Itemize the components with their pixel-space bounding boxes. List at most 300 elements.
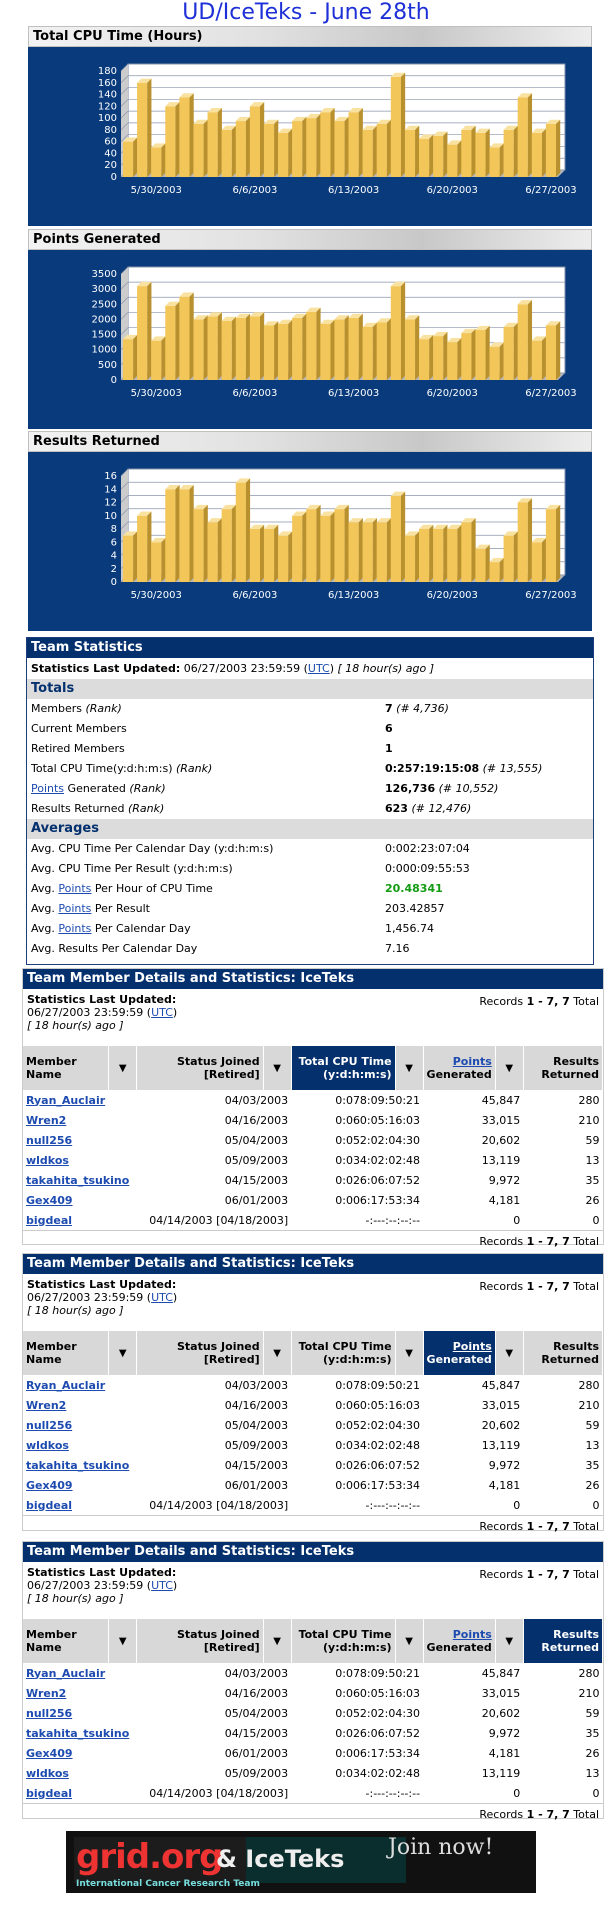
- member-joined: 05/09/2003: [224, 1766, 289, 1780]
- points-link[interactable]: Points: [58, 902, 92, 915]
- averages-label: Avg. Points Per Result: [31, 902, 150, 915]
- bar: [518, 498, 532, 582]
- col-status-joined[interactable]: Status Joined [Retired]: [137, 1619, 263, 1663]
- page-title: UD/IceTeks - June 28th: [182, 0, 430, 25]
- member-name-cell[interactable]: [23, 1663, 137, 1683]
- member-points: 13,119: [481, 1766, 521, 1780]
- bar: [137, 512, 151, 582]
- member-name-link[interactable]: Ryan_Auclair: [26, 1666, 106, 1680]
- member-results: 59: [585, 1706, 600, 1720]
- member-table-header: [23, 1619, 603, 1663]
- member-cpu-time: 0:026:06:07:52: [335, 1726, 421, 1740]
- x-tick-label: 6/20/2003: [426, 185, 478, 196]
- table-row: [23, 1395, 603, 1415]
- member-name-cell[interactable]: [23, 1150, 137, 1170]
- member-results: 35: [585, 1458, 600, 1472]
- y-tick-label: 140: [97, 89, 117, 101]
- member-joined: 04/03/2003: [224, 1093, 289, 1107]
- member-results: 0: [592, 1786, 600, 1800]
- table-row: [23, 1130, 603, 1150]
- averages-row: [27, 839, 593, 859]
- bar: [433, 132, 447, 177]
- col-member-name[interactable]: Member Name: [23, 1331, 109, 1375]
- points-link[interactable]: Points: [31, 782, 65, 795]
- averages-row: [27, 939, 593, 959]
- table-row: [23, 1110, 603, 1130]
- bar: [264, 120, 278, 177]
- col-total-cpu[interactable]: Total CPU Time (y:d:h:m:s): [291, 1331, 395, 1375]
- col-points-generated[interactable]: Points Generated: [423, 1331, 495, 1375]
- member-cpu-time: 0:026:06:07:52: [335, 1173, 421, 1187]
- member-joined: 04/03/2003: [224, 1378, 289, 1392]
- bar: [165, 102, 179, 177]
- totals-list: [27, 699, 593, 819]
- totals-value: 6: [385, 722, 393, 735]
- sort-arrow-icon[interactable]: ▼: [495, 1619, 523, 1663]
- member-joined: 06/01/2003: [224, 1478, 289, 1492]
- member-name-link[interactable]: Ryan_Auclair: [26, 1378, 106, 1392]
- member-name-cell[interactable]: [23, 1763, 137, 1783]
- member-name-cell[interactable]: [23, 1495, 137, 1515]
- col-total-cpu[interactable]: Total CPU Time (y:d:h:m:s): [291, 1619, 395, 1663]
- points-link[interactable]: Points: [58, 882, 92, 895]
- records-range: 1 - 7, 7: [526, 1568, 570, 1581]
- x-tick-label: 6/27/2003: [525, 590, 577, 601]
- sort-arrow-icon[interactable]: ▼: [395, 1331, 423, 1375]
- bar: [306, 308, 320, 380]
- sort-arrow-icon[interactable]: ▼: [395, 1619, 423, 1663]
- y-tick-label: 4: [110, 550, 117, 562]
- bar: [165, 302, 179, 380]
- member-cpu-time: -:---:--:--:--: [365, 1498, 421, 1512]
- member-points: 33,015: [481, 1398, 521, 1412]
- averages-row: [27, 899, 593, 919]
- bar: [208, 108, 222, 177]
- bar: [236, 478, 250, 582]
- points-link[interactable]: Points: [452, 1340, 492, 1353]
- bar: [151, 143, 165, 177]
- averages-row: [27, 919, 593, 939]
- member-cpu-time: 0:034:02:02:48: [335, 1766, 421, 1780]
- bar: [461, 518, 475, 582]
- bar: [419, 525, 433, 582]
- member-points: 33,015: [481, 1686, 521, 1700]
- bar: [475, 129, 489, 177]
- cpu-time-chart: [28, 26, 592, 226]
- bar: [193, 315, 207, 380]
- bar: [349, 518, 363, 582]
- last-updated-value: 06/27/2003 23:59:59 (UTC): [27, 1579, 178, 1592]
- member-cpu-time: 0:034:02:02:48: [335, 1438, 421, 1452]
- member-name-link[interactable]: takahita_tsukino: [26, 1458, 130, 1472]
- member-name-link[interactable]: Wren2: [26, 1398, 67, 1412]
- member-name-cell[interactable]: [23, 1110, 137, 1130]
- bar: [546, 120, 560, 177]
- totals-value: 7 (# 4,736): [385, 702, 449, 715]
- bar: [433, 332, 447, 380]
- member-cpu-time: 0:078:09:50:21: [335, 1093, 421, 1107]
- bar: [306, 114, 320, 177]
- member-results: 280: [578, 1093, 600, 1107]
- y-tick-label: 2000: [91, 314, 117, 326]
- member-name-link[interactable]: wldkos: [26, 1766, 69, 1780]
- bar: [518, 300, 532, 380]
- totals-row: [27, 719, 593, 739]
- member-panel-ago: [ 18 hour(s) ago ]: [27, 1592, 124, 1605]
- col-results-returned[interactable]: Results Returned: [523, 1619, 602, 1663]
- member-name-link[interactable]: bigdeal: [26, 1498, 73, 1512]
- points-link[interactable]: Points: [452, 1055, 492, 1068]
- bar: [278, 320, 292, 380]
- banner-join-now[interactable]: Join now!: [388, 1835, 494, 1860]
- member-joined: 04/14/2003 [04/18/2003]: [149, 1213, 289, 1227]
- averages-label: Avg. CPU Time Per Calendar Day (y:d:h:m:s): [31, 842, 274, 855]
- y-tick-label: 10: [104, 510, 117, 522]
- bar: [193, 505, 207, 582]
- table-row: [23, 1190, 603, 1210]
- bar: [419, 135, 433, 177]
- averages-row: [27, 859, 593, 879]
- totals-label: Retired Members: [31, 742, 125, 755]
- col-points-generated[interactable]: Points Generated: [423, 1619, 495, 1663]
- averages-value: 0:002:23:07:04: [385, 842, 470, 855]
- bar: [532, 336, 546, 380]
- member-name-link[interactable]: Wren2: [26, 1686, 67, 1700]
- last-updated-value: 06/27/2003 23:59:59: [183, 662, 301, 675]
- y-tick-label: 8: [110, 524, 117, 535]
- bar: [334, 117, 348, 177]
- col-member-name[interactable]: Member Name: [23, 1619, 109, 1663]
- bar: [447, 140, 461, 177]
- member-joined: 04/16/2003: [224, 1113, 289, 1127]
- averages-label: Avg. CPU Time Per Result (y:d:h:m:s): [31, 862, 233, 875]
- join-banner[interactable]: [66, 1831, 536, 1893]
- y-tick-label: 14: [104, 484, 117, 496]
- sort-arrow-icon[interactable]: ▼: [109, 1331, 137, 1375]
- member-name-cell[interactable]: [23, 1210, 137, 1230]
- member-points: 20,602: [481, 1133, 521, 1147]
- bar: [222, 505, 236, 582]
- utc-link[interactable]: UTC: [151, 1006, 173, 1019]
- member-joined: 04/15/2003: [224, 1173, 289, 1187]
- y-tick-label: 100: [97, 113, 117, 125]
- bar: [546, 321, 560, 380]
- records-range: 1 - 7, 7: [526, 1520, 570, 1533]
- y-tick-label: 180: [97, 66, 117, 77]
- y-tick-label: 2: [110, 563, 117, 575]
- bar: [278, 531, 292, 582]
- y-tick-label: 0: [110, 172, 117, 183]
- member-results: 210: [578, 1686, 600, 1700]
- averages-header: Averages: [27, 819, 593, 839]
- member-cpu-time: 0:060:05:16:03: [335, 1398, 421, 1412]
- member-results: 35: [585, 1726, 600, 1740]
- bar: [250, 102, 264, 177]
- averages-value: 203.42857: [385, 902, 445, 915]
- bar: [363, 323, 377, 380]
- y-tick-label: 16: [104, 471, 117, 482]
- member-points: 13,119: [481, 1153, 521, 1167]
- member-table-header: [23, 1046, 603, 1090]
- bar: [489, 143, 503, 177]
- member-details-panel-3: [22, 1541, 604, 1819]
- col-status-joined[interactable]: Status Joined [Retired]: [137, 1331, 263, 1375]
- member-results: 26: [585, 1746, 600, 1760]
- sort-arrow-icon[interactable]: ▼: [109, 1619, 137, 1663]
- member-points: 45,847: [481, 1378, 521, 1392]
- member-joined: 04/15/2003: [224, 1726, 289, 1740]
- member-points: 0: [513, 1786, 521, 1800]
- member-cpu-time: 0:052:02:04:30: [335, 1133, 421, 1147]
- bar: [179, 293, 193, 380]
- table-row: [23, 1090, 603, 1110]
- member-results: 26: [585, 1193, 600, 1207]
- member-panel-header: Team Member Details and Statistics: IceTeks: [23, 1542, 603, 1562]
- member-points: 20,602: [481, 1418, 521, 1432]
- member-name-link[interactable]: null256: [26, 1706, 73, 1720]
- results-chart-title: Results Returned: [28, 431, 592, 452]
- member-results: 0: [592, 1213, 600, 1227]
- sort-arrow-icon[interactable]: ▼: [395, 1046, 423, 1090]
- bar: [489, 342, 503, 380]
- y-tick-label: 0: [110, 375, 117, 386]
- utc-link[interactable]: UTC: [151, 1291, 173, 1304]
- member-joined: 04/14/2003 [04/18/2003]: [149, 1786, 289, 1800]
- member-points: 20,602: [481, 1706, 521, 1720]
- member-points: 0: [513, 1213, 521, 1227]
- bar: [405, 126, 419, 177]
- table-row: [23, 1435, 603, 1455]
- y-tick-label: 2500: [91, 299, 117, 311]
- member-points: 4,181: [488, 1478, 521, 1492]
- member-name-link[interactable]: null256: [26, 1418, 73, 1432]
- x-tick-label: 6/27/2003: [525, 185, 577, 196]
- member-name-link[interactable]: Wren2: [26, 1113, 67, 1127]
- records-footer: Records 1 - 7, 7 Total: [23, 1515, 603, 1537]
- member-name-link[interactable]: null256: [26, 1133, 73, 1147]
- table-row: [23, 1783, 603, 1803]
- member-results: 0: [592, 1498, 600, 1512]
- table-row: [23, 1415, 603, 1435]
- member-name-cell[interactable]: [23, 1683, 137, 1703]
- member-name-cell[interactable]: [23, 1475, 137, 1495]
- points-link[interactable]: Points: [452, 1628, 492, 1641]
- bar: [179, 93, 193, 177]
- member-name-link[interactable]: Ryan_Auclair: [26, 1093, 106, 1107]
- bar: [278, 129, 292, 177]
- member-name-link[interactable]: wldkos: [26, 1438, 69, 1452]
- totals-row: [27, 779, 593, 799]
- member-joined: 05/04/2003: [224, 1133, 289, 1147]
- member-name-link[interactable]: wldkos: [26, 1153, 69, 1167]
- member-cpu-time: 0:060:05:16:03: [335, 1113, 421, 1127]
- member-name-cell[interactable]: [23, 1375, 137, 1395]
- member-name-link[interactable]: bigdeal: [26, 1786, 73, 1800]
- averages-label: Avg. Points Per Hour of CPU Time: [31, 882, 213, 895]
- y-tick-label: 40: [104, 148, 117, 160]
- bar: [123, 137, 137, 177]
- y-tick-label: 0: [110, 577, 117, 588]
- totals-row: [27, 799, 593, 819]
- bar: [504, 126, 518, 177]
- last-updated-label: Statistics Last Updated:: [31, 662, 181, 675]
- member-name-link[interactable]: takahita_tsukino: [26, 1726, 130, 1740]
- col-results-returned[interactable]: Results Returned: [523, 1331, 602, 1375]
- table-row: [23, 1150, 603, 1170]
- member-joined: 05/04/2003: [224, 1418, 289, 1432]
- member-joined: 06/01/2003: [224, 1193, 289, 1207]
- last-updated-label-text: Statistics Last Updated:: [27, 1566, 177, 1579]
- bar: [292, 117, 306, 177]
- member-table-header: [23, 1331, 603, 1375]
- member-name-cell[interactable]: [23, 1395, 137, 1415]
- member-points: 4,181: [488, 1746, 521, 1760]
- points-chart-svg: [28, 250, 592, 429]
- member-points: 0: [513, 1498, 521, 1512]
- totals-row: [27, 759, 593, 779]
- sort-arrow-icon[interactable]: ▼: [495, 1046, 523, 1090]
- member-name-cell[interactable]: [23, 1415, 137, 1435]
- sort-arrow-icon[interactable]: ▼: [263, 1046, 291, 1090]
- member-name-link[interactable]: bigdeal: [26, 1213, 73, 1227]
- member-joined: 06/01/2003: [224, 1746, 289, 1760]
- col-total-cpu[interactable]: Total CPU Time (y:d:h:m:s): [291, 1046, 395, 1090]
- member-name-cell[interactable]: [23, 1190, 137, 1210]
- bar: [123, 531, 137, 582]
- member-name-cell[interactable]: [23, 1743, 137, 1763]
- x-tick-label: 6/6/2003: [232, 388, 278, 399]
- member-panel-ago: [ 18 hour(s) ago ]: [27, 1304, 124, 1317]
- member-panel-ago: [ 18 hour(s) ago ]: [27, 1019, 124, 1032]
- member-results: 210: [578, 1113, 600, 1127]
- totals-value: 0:257:19:15:08 (# 13,555): [385, 762, 543, 775]
- averages-label: Avg. Results Per Calendar Day: [31, 942, 198, 955]
- bar: [433, 525, 447, 582]
- x-tick-label: 5/30/2003: [130, 388, 182, 399]
- bar: [489, 558, 503, 582]
- points-chart: [28, 229, 592, 429]
- sort-arrow-icon[interactable]: ▼: [109, 1046, 137, 1090]
- averages-list: [27, 839, 593, 959]
- x-tick-label: 6/6/2003: [232, 590, 278, 601]
- col-points-generated[interactable]: Points Generated: [423, 1046, 495, 1090]
- bar: [447, 338, 461, 380]
- y-tick-label: 12: [104, 497, 117, 509]
- averages-value: 20.48341: [385, 882, 443, 895]
- member-results: 13: [585, 1766, 600, 1780]
- totals-label: Current Members: [31, 722, 127, 735]
- bar: [222, 126, 236, 177]
- averages-label: Avg. Points Per Calendar Day: [31, 922, 191, 935]
- member-results: 280: [578, 1666, 600, 1680]
- member-name-link[interactable]: Gex409: [26, 1193, 73, 1207]
- member-name-cell[interactable]: [23, 1435, 137, 1455]
- results-chart-svg: [28, 452, 592, 631]
- member-results: 210: [578, 1398, 600, 1412]
- member-name-link[interactable]: Gex409: [26, 1478, 73, 1492]
- member-name-cell[interactable]: [23, 1723, 137, 1743]
- records-range: 1 - 7, 7: [526, 995, 570, 1008]
- last-updated-value: 06/27/2003 23:59:59 (UTC): [27, 1291, 178, 1304]
- table-row: [23, 1210, 603, 1230]
- bar: [151, 538, 165, 582]
- banner-subtitle: International Cancer Research Team: [76, 1879, 260, 1889]
- member-points: 45,847: [481, 1666, 521, 1680]
- col-results-returned[interactable]: Results Returned: [523, 1046, 602, 1090]
- table-row: [23, 1763, 603, 1783]
- x-tick-label: 6/13/2003: [327, 388, 380, 399]
- member-name-link[interactable]: takahita_tsukino: [26, 1173, 130, 1187]
- bar: [236, 117, 250, 177]
- member-name-cell[interactable]: [23, 1455, 137, 1475]
- points-link[interactable]: Points: [58, 922, 92, 935]
- member-points: 9,972: [488, 1173, 521, 1187]
- sort-arrow-icon[interactable]: ▼: [263, 1331, 291, 1375]
- records-footer: Records 1 - 7, 7 Total: [23, 1230, 603, 1252]
- bar: [193, 120, 207, 177]
- member-name-cell[interactable]: [23, 1783, 137, 1803]
- table-row: [23, 1723, 603, 1743]
- banner-iceteks-text: & IceTeks: [216, 1845, 345, 1873]
- bar: [137, 79, 151, 177]
- y-tick-label: 20: [104, 160, 117, 172]
- x-tick-label: 6/20/2003: [426, 388, 478, 399]
- bar: [320, 512, 334, 582]
- points-chart-title: Points Generated: [28, 229, 592, 250]
- col-status-joined[interactable]: Status Joined [Retired]: [137, 1046, 263, 1090]
- member-name-cell[interactable]: [23, 1090, 137, 1110]
- utc-link[interactable]: UTC: [307, 662, 330, 675]
- utc-link[interactable]: UTC: [151, 1579, 173, 1592]
- bar: [377, 318, 391, 380]
- bar: [151, 336, 165, 380]
- bar: [532, 538, 546, 582]
- records-range: 1 - 7, 7: [526, 1808, 570, 1821]
- member-cpu-time: 0:006:17:53:34: [335, 1478, 421, 1492]
- bar: [391, 73, 405, 177]
- stats-ago: 18 hour(s) ago: [345, 662, 427, 675]
- member-points: 9,972: [488, 1458, 521, 1472]
- member-joined: 04/14/2003 [04/18/2003]: [149, 1498, 289, 1512]
- member-results: 13: [585, 1438, 600, 1452]
- col-member-name[interactable]: Member Name: [23, 1046, 109, 1090]
- member-name-cell[interactable]: [23, 1170, 137, 1190]
- totals-row: [27, 739, 593, 759]
- table-row: [23, 1683, 603, 1703]
- totals-value: 1: [385, 742, 393, 755]
- bar: [504, 531, 518, 582]
- totals-value: 126,736 (# 10,552): [385, 782, 499, 795]
- bar: [250, 525, 264, 582]
- sort-arrow-icon[interactable]: ▼: [263, 1619, 291, 1663]
- member-name-link[interactable]: Gex409: [26, 1746, 73, 1760]
- member-cpu-time: 0:026:06:07:52: [335, 1458, 421, 1472]
- sort-arrow-icon[interactable]: ▼: [495, 1331, 523, 1375]
- records-range: 1 - 7, 7: [526, 1280, 570, 1293]
- member-results: 26: [585, 1478, 600, 1492]
- cpu-chart-title: Total CPU Time (Hours): [28, 26, 592, 47]
- bar: [250, 312, 264, 380]
- member-joined: 04/03/2003: [224, 1666, 289, 1680]
- bar: [391, 282, 405, 380]
- member-name-cell[interactable]: [23, 1130, 137, 1150]
- bar: [461, 126, 475, 177]
- x-tick-label: 6/20/2003: [426, 590, 478, 601]
- bar: [222, 317, 236, 380]
- member-name-cell[interactable]: [23, 1703, 137, 1723]
- banner-grid-text: grid.org: [76, 1837, 223, 1877]
- member-cpu-time: -:---:--:--:--: [365, 1786, 421, 1800]
